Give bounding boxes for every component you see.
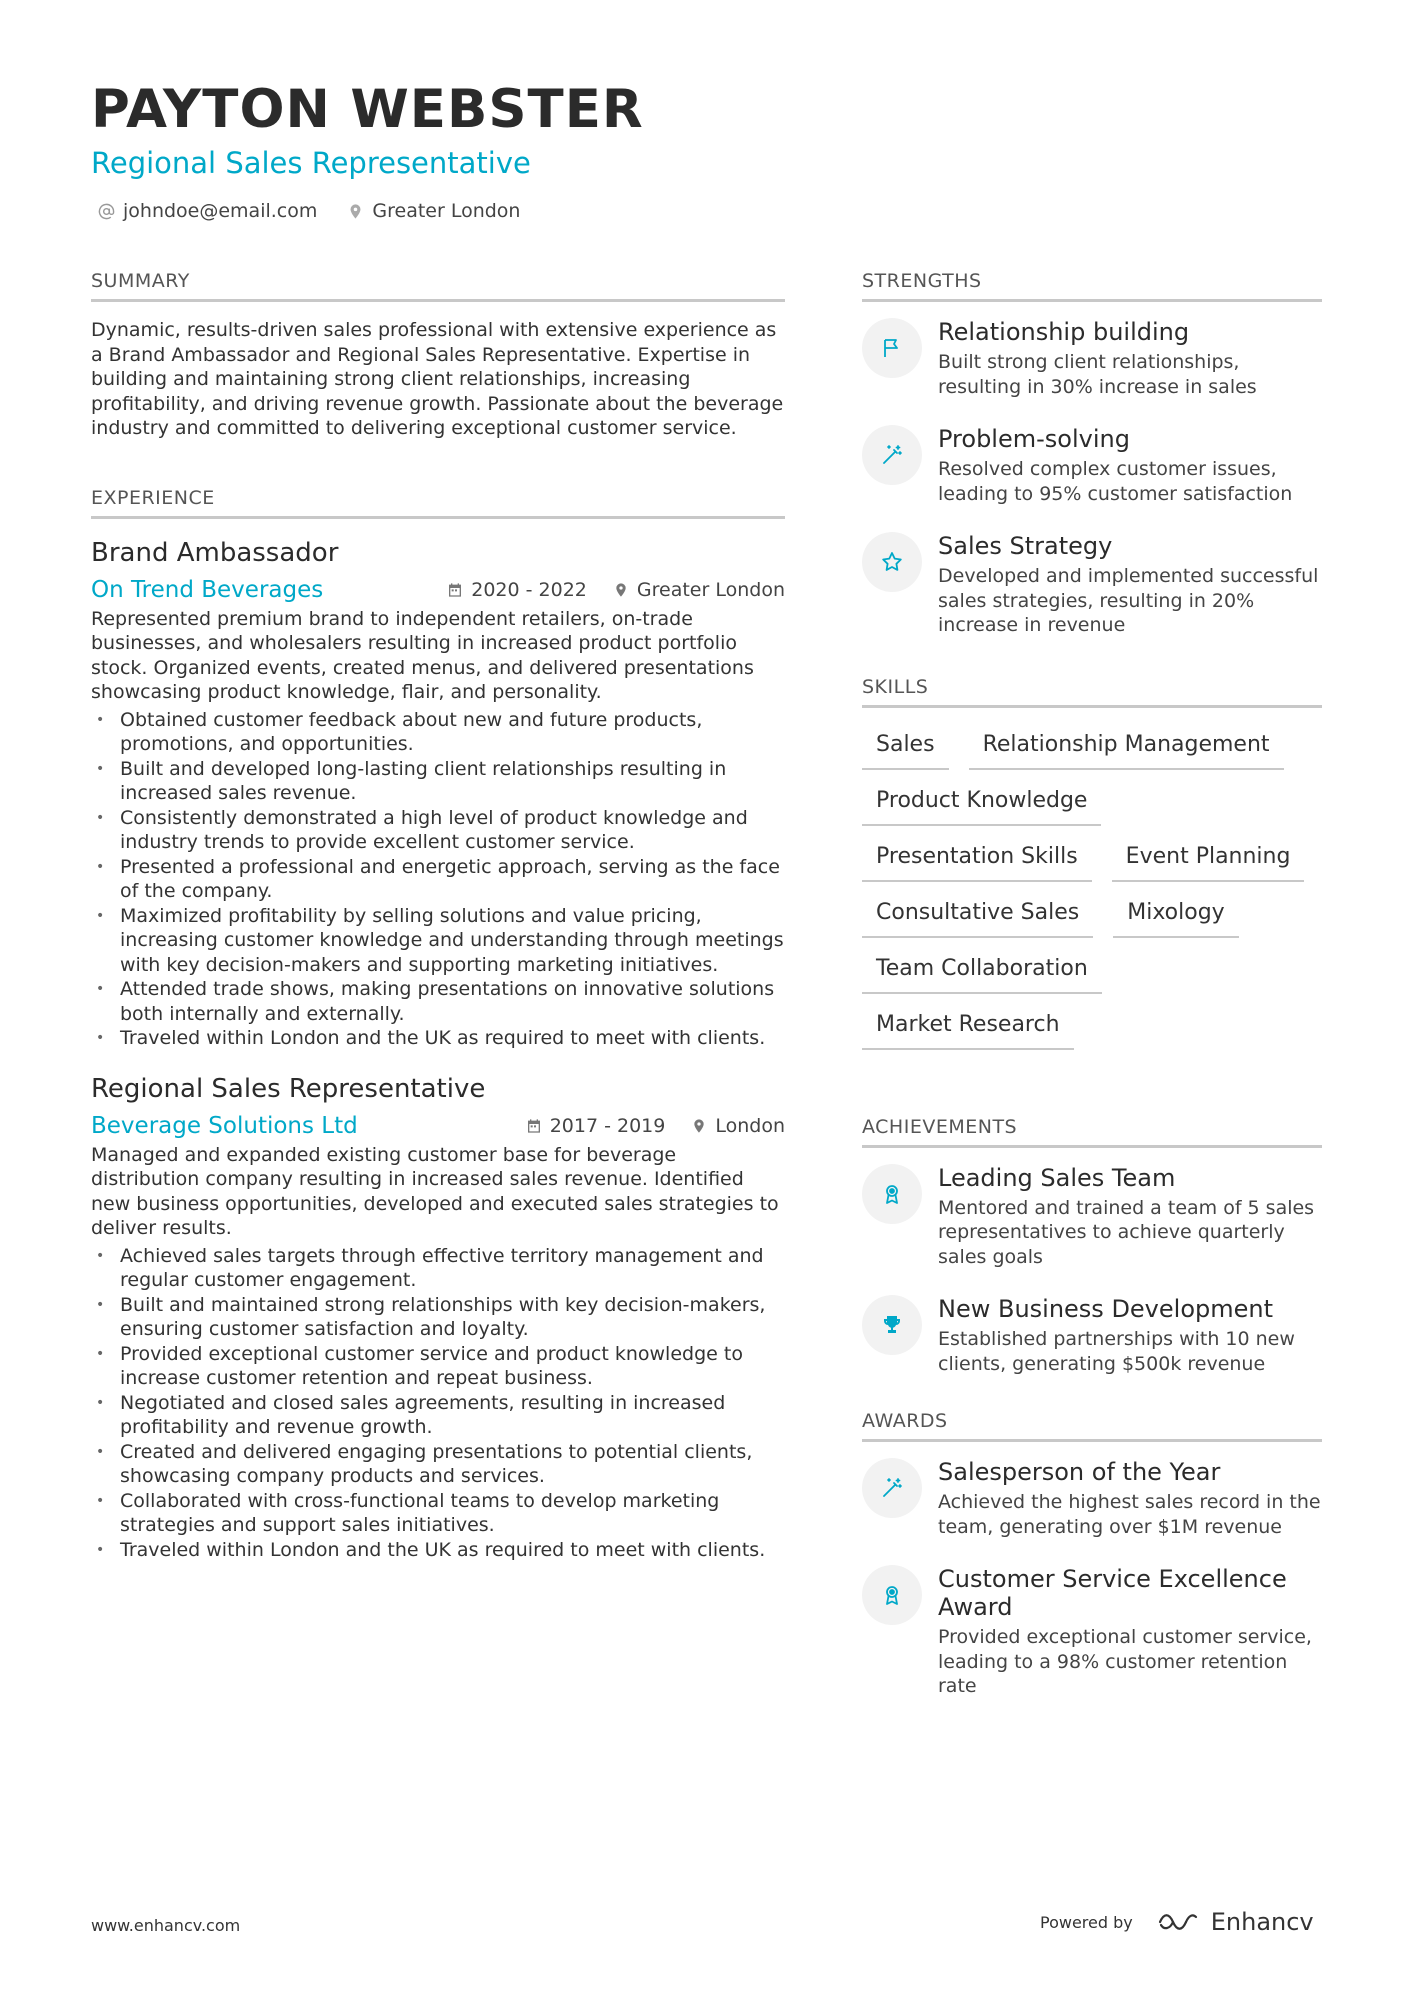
calendar-icon (447, 582, 463, 598)
calendar-icon (526, 1118, 542, 1134)
footer-branding[interactable] (1040, 1908, 1314, 1936)
skills-list (862, 724, 1322, 1050)
strength-title: Problem-solving (938, 425, 1130, 453)
job-entry (91, 537, 785, 1051)
strength-desc: Resolved complex customer issues, leading to 95% customer satisfaction (938, 458, 1293, 505)
achievement-desc: Established partnerships with 10 new clients, generating $500k revenue (938, 1328, 1295, 1375)
list-item: • Provided exceptional customer service and product knowledge to increase customer retention and repeat business. (91, 1342, 785, 1391)
job-location (613, 575, 785, 605)
award-desc: Achieved the highest sales record in the team, generating over $1M revenue (938, 1491, 1321, 1538)
award-desc: Provided exceptional customer service, leading to a 98% customer retention rate (938, 1626, 1312, 1697)
award-item (862, 1458, 1322, 1539)
skill-tag: Relationship Management (969, 724, 1284, 770)
skill-tag: Market Research (862, 1004, 1074, 1050)
skills-heading: SKILLS (862, 674, 1322, 708)
location-pin-icon (691, 1118, 707, 1134)
achievement-item (862, 1164, 1322, 1270)
email-text: johndoe@email.com (123, 200, 318, 222)
awards-heading: AWARDS (862, 1408, 1322, 1442)
strength-item (862, 532, 1322, 638)
flag-icon (880, 336, 904, 360)
strength-item (862, 318, 1322, 399)
job-meta (91, 575, 785, 605)
achievements-heading: ACHIEVEMENTS (862, 1114, 1322, 1148)
powered-by-text: Powered by (1040, 1912, 1133, 1932)
company-name: Beverage Solutions Ltd (91, 1112, 358, 1139)
list-item: • Built and maintained strong relationships with key decision-makers, ensuring customer satisfaction and loyalty. (91, 1293, 785, 1342)
job-meta (91, 1111, 785, 1141)
dates-text: 2020 - 2022 (471, 578, 587, 601)
strength-desc: Developed and implemented successful sales strategies, resulting in 20% increase in revenue (938, 565, 1319, 636)
experience-heading: EXPERIENCE (91, 485, 785, 519)
achievement-item (862, 1295, 1322, 1376)
job-bullets (91, 708, 785, 1051)
strength-item (862, 425, 1322, 506)
skill-tag: Event Planning (1112, 836, 1305, 882)
award-title: Customer Service Excellence Award (938, 1565, 1287, 1621)
list-item: • Built and developed long-lasting client relationships resulting in increased sales revenue. (91, 757, 785, 806)
achievement-title: New Business Development (938, 1295, 1274, 1323)
job-location-text: London (715, 1114, 785, 1137)
star-icon (880, 550, 904, 574)
award-ribbon-icon (880, 1182, 904, 1206)
location-text: Greater London (372, 200, 521, 222)
list-item: • Traveled within London and the UK as required to meet with clients. (91, 1026, 785, 1051)
dates-text: 2017 - 2019 (549, 1114, 666, 1137)
strengths-heading: STRENGTHS (862, 268, 1322, 302)
job-bullets (91, 1244, 785, 1563)
trophy-icon (880, 1313, 904, 1337)
location-pin-icon (613, 582, 629, 598)
job-entry (91, 1073, 785, 1563)
list-item: • Negotiated and closed sales agreements, resulting in increased profitability and revenue growth. (91, 1391, 785, 1440)
strength-title: Sales Strategy (938, 532, 1113, 560)
candidate-role: Regional Sales Representative (91, 146, 531, 180)
summary-text: Dynamic, results-driven sales professional with extensive experience as a Brand Ambassador and Regional Sales Representative. Expertise in building and maintaining strong client relationships, increasing profitability, and driving revenue growth. Passionate about the beverage industry and committed to delivering exceptional customer service. (91, 319, 784, 439)
contact-email[interactable] (98, 198, 317, 224)
list-item: • Collaborated with cross-functional teams to develop marketing strategies and support sales initiatives. (91, 1489, 785, 1538)
magic-wand-icon (880, 443, 904, 467)
enhancv-logo-icon (1157, 1910, 1203, 1934)
skill-tag: Mixology (1113, 892, 1238, 938)
right-column (862, 268, 1322, 1725)
job-title: Brand Ambassador (91, 537, 339, 568)
job-dates (526, 1111, 666, 1141)
footer-website-link[interactable]: www.enhancv.com (91, 1916, 241, 1935)
job-title: Regional Sales Representative (91, 1073, 486, 1104)
brand-name: Enhancv (1210, 1908, 1314, 1936)
contact-location (347, 198, 520, 224)
skill-tag: Presentation Skills (862, 836, 1092, 882)
job-location (691, 1111, 785, 1141)
list-item: • Maximized profitability by selling solutions and value pricing, increasing customer knowledge and understanding through meetings with key decision-makers and supporting marketing initiatives. (91, 904, 785, 978)
list-item: • Consistently demonstrated a high level of product knowledge and industry trends to provide excellent customer service. (91, 806, 785, 855)
company-name: On Trend Beverages (91, 576, 324, 603)
list-item: • Attended trade shows, making presentations on innovative solutions both internally and externally. (91, 977, 785, 1026)
achievement-title: Leading Sales Team (938, 1163, 1176, 1192)
contact-row (98, 198, 520, 224)
job-dates (447, 575, 587, 605)
awards-list (862, 1458, 1322, 1699)
job-location-text: Greater London (636, 578, 785, 601)
strengths-list (862, 318, 1322, 638)
magic-wand-icon (880, 1476, 904, 1500)
list-item: • Traveled within London and the UK as required to meet with clients. (91, 1538, 785, 1563)
skill-tag: Consultative Sales (862, 892, 1093, 938)
skill-tag: Product Knowledge (862, 780, 1101, 826)
brand-logo (1157, 1908, 1314, 1936)
left-column (91, 268, 785, 1584)
list-item: • Presented a professional and energetic approach, serving as the face of the company. (91, 855, 785, 904)
list-item: • Obtained customer feedback about new and future products, promotions, and opportunities. (91, 708, 785, 757)
job-description: Represented premium brand to independent retailers, on-trade businesses, and wholesalers resulting in increased product portfolio stock. Organized events, created menus, and delivered presentations showcasing product knowledge, flair, and personality. (91, 607, 754, 703)
job-description: Managed and expanded existing customer base for beverage distribution company resulting in increased sales revenue. Identified new business opportunities, developed and executed sales strategies to deliver results. (91, 1143, 779, 1239)
strength-title: Relationship building (938, 318, 1190, 346)
list-item: • Created and delivered engaging presentations to potential clients, showcasing company products and services. (91, 1440, 785, 1489)
summary-heading: SUMMARY (91, 268, 785, 302)
award-title: Salesperson of the Year (938, 1458, 1221, 1486)
award-item (862, 1565, 1322, 1699)
achievements-list (862, 1164, 1322, 1377)
achievement-desc: Mentored and trained a team of 5 sales representatives to achieve quarterly sales goals (938, 1196, 1315, 1268)
list-item: • Achieved sales targets through effective territory management and regular customer engagement. (91, 1244, 785, 1293)
strength-desc: Built strong client relationships, resulting in 30% increase in sales (938, 351, 1257, 398)
skill-tag: Sales (862, 724, 949, 770)
skill-tag: Team Collaboration (862, 948, 1102, 994)
location-pin-icon (347, 203, 364, 220)
at-icon (98, 203, 115, 220)
award-ribbon-icon (880, 1583, 904, 1607)
candidate-name: PAYTON WEBSTER (91, 79, 644, 140)
